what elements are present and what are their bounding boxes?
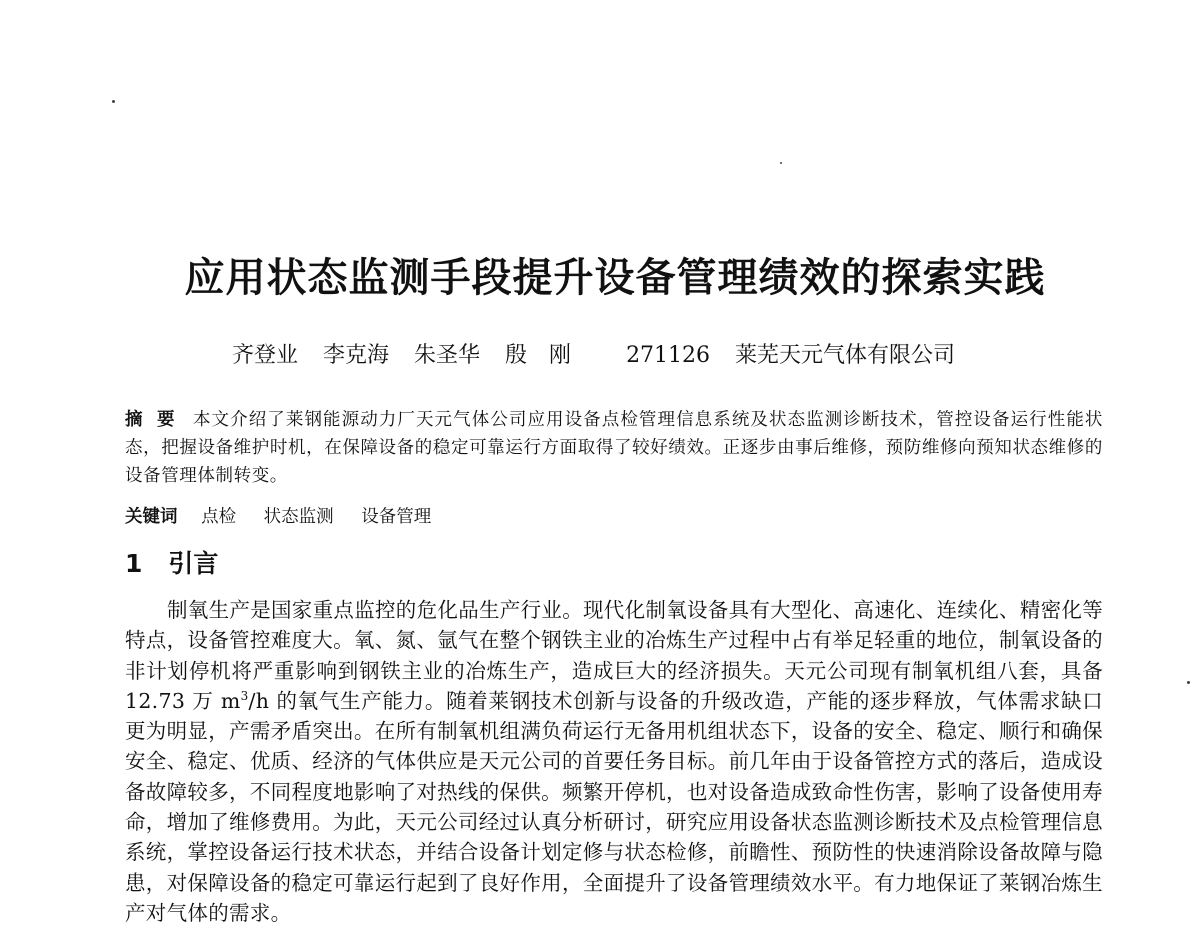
superscript: 3 [240, 689, 249, 704]
affiliation: 莱芜天元气体有限公司 [735, 343, 956, 368]
keywords [125, 503, 453, 531]
abstract-text: 本文介绍了莱钢能源动力厂天元气体公司应用设备点检管理信息系统及状态监测诊断技术，管控设备运行性能状态，把握设备维护时机，在保障设备的稳定可靠运行方面取得了较好绩效。正逐步由事后维修，预防维修向预知状态维修的设备管理体制转变。 [125, 410, 1103, 486]
scan-speck [112, 100, 115, 103]
scan-speck [1187, 681, 1190, 684]
section-number: 1 [125, 549, 143, 578]
keyword: 点检 [201, 507, 237, 527]
author-name: 朱圣华 [414, 343, 481, 368]
author-name: 李克海 [323, 343, 390, 368]
abstract-label: 摘要 [125, 410, 189, 430]
section-title: 引言 [168, 549, 219, 578]
scan-speck [780, 162, 782, 164]
author-name: 殷 刚 [505, 343, 572, 368]
body-text-part: 制氧生产是国家重点监控的危化品生产行业。现代化制氧设备具有大型化、高速化、连续化、精密化等特点，设备管控难度大。氧、氮、氩气在整个钢铁主业的冶炼生产过程中占有举足轻重的地位，制氧设备的非计划停机将严重影响到钢铁主业的冶炼生产，造成巨大的经济损失。天元公司现有制氧机组八套，具备 12.73 万 m [125, 598, 1103, 713]
keyword: 设备管理 [361, 507, 432, 527]
body-text-part: /h 的氧气生产能力。随着莱钢技术创新与设备的升级改造，产能的逐步释放，气体需求缺口更为明显，产需矛盾突出。在所有制氧机组满负荷运行无备用机组状态下，设备的安全、稳定、顺行和确保安全、稳定、优质、经济的气体供应是天元公司的首要任务目标。前几年由于设备管控方式的落后，造成设备故障较多，不同程度地影响了对热线的保供。频繁开停机，也对设备造成致命性伤害，影响了设备使用寿命，增加了维修费用。为此，天元公司经过认真分析研讨，研究应用设备状态监测诊断技术及点检管理信息系统，掌控设备运行技术状态，并结合设备计划定修与状态检修，前瞻性、预防性的快速消除设备故障与隐患，对保障设备的稳定可靠运行起到了良好作用，全面提升了设备管理绩效水平。有力地保证了莱钢冶炼生产对气体的需求。 [125, 688, 1103, 925]
paper-title: 应用状态监测手段提升设备管理绩效的探索实践 [184, 254, 1046, 301]
postcode: 271126 [626, 343, 711, 368]
keywords-label: 关键词 [125, 507, 178, 527]
author-name: 齐登业 [232, 343, 299, 368]
keyword: 状态监测 [263, 507, 334, 527]
author-line [232, 340, 973, 372]
body-paragraph [125, 595, 1103, 928]
section-heading [125, 546, 218, 582]
abstract [125, 406, 1103, 490]
